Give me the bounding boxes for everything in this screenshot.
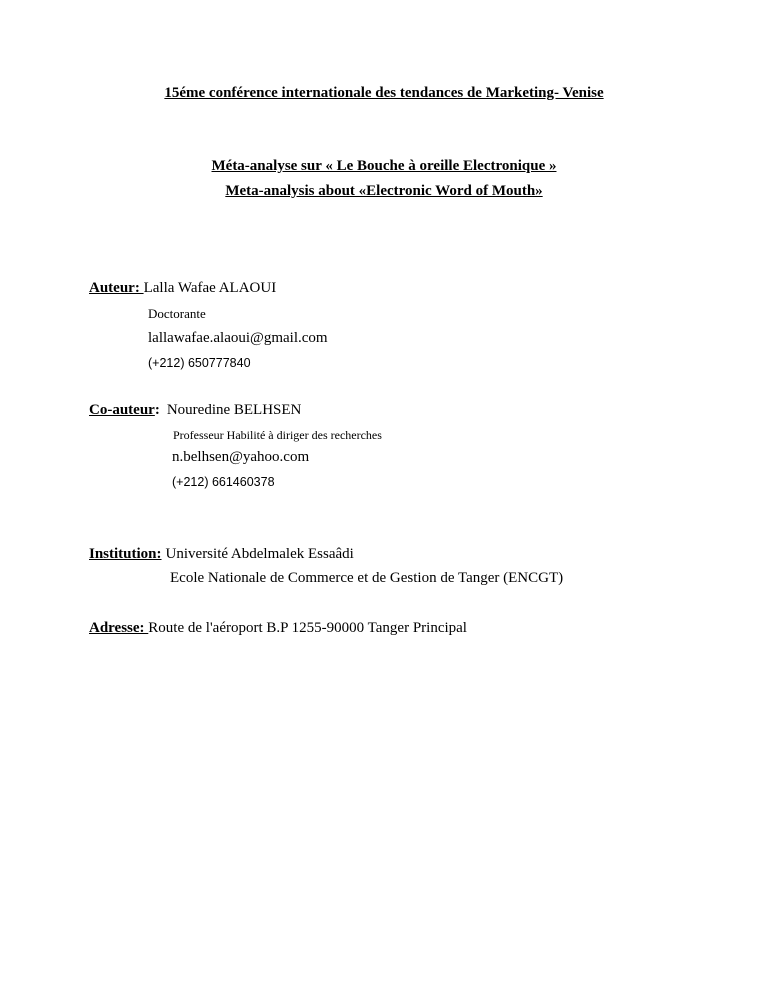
author-email: lallawafae.alaoui@gmail.com bbox=[148, 330, 328, 346]
institution-label: Institution: bbox=[89, 546, 162, 562]
coauthor-line bbox=[89, 401, 301, 419]
paper-title-english: Meta-analysis about «Electronic Word of Mouth» bbox=[225, 183, 543, 199]
institution-university: Université Abdelmalek Essaâdi bbox=[165, 546, 354, 562]
institution-line bbox=[89, 545, 354, 563]
author-position: Doctorante bbox=[148, 306, 206, 321]
coauthor-position: Professeur Habilité à diriger des recherches bbox=[173, 428, 382, 442]
address-value: Route de l'aéroport B.P 1255-90000 Tanger Principal bbox=[148, 620, 467, 636]
address-line bbox=[89, 619, 467, 637]
coauthor-colon: : bbox=[154, 402, 160, 418]
coauthor-name: Nouredine BELHSEN bbox=[166, 402, 302, 418]
institution-school: Ecole Nationale de Commerce et de Gestion de Tanger (ENCGT) bbox=[170, 570, 564, 586]
coauthor-email: n.belhsen@yahoo.com bbox=[172, 449, 310, 465]
coauthor-phone: (+212) 661460378 bbox=[172, 475, 275, 489]
author-name: Lalla Wafae ALAOUI bbox=[143, 280, 277, 296]
coauthor-label: Co-auteur bbox=[89, 402, 155, 418]
paper-title-french: Méta-analyse sur « Le Bouche à oreille Electronique » bbox=[211, 158, 557, 174]
address-label: Adresse: bbox=[89, 620, 149, 636]
author-label: Auteur: bbox=[89, 280, 144, 296]
author-line bbox=[89, 279, 276, 297]
conference-title: 15éme conférence internationale des tendances de Marketing- Venise bbox=[164, 85, 604, 101]
author-phone: (+212) 650777840 bbox=[148, 356, 251, 370]
